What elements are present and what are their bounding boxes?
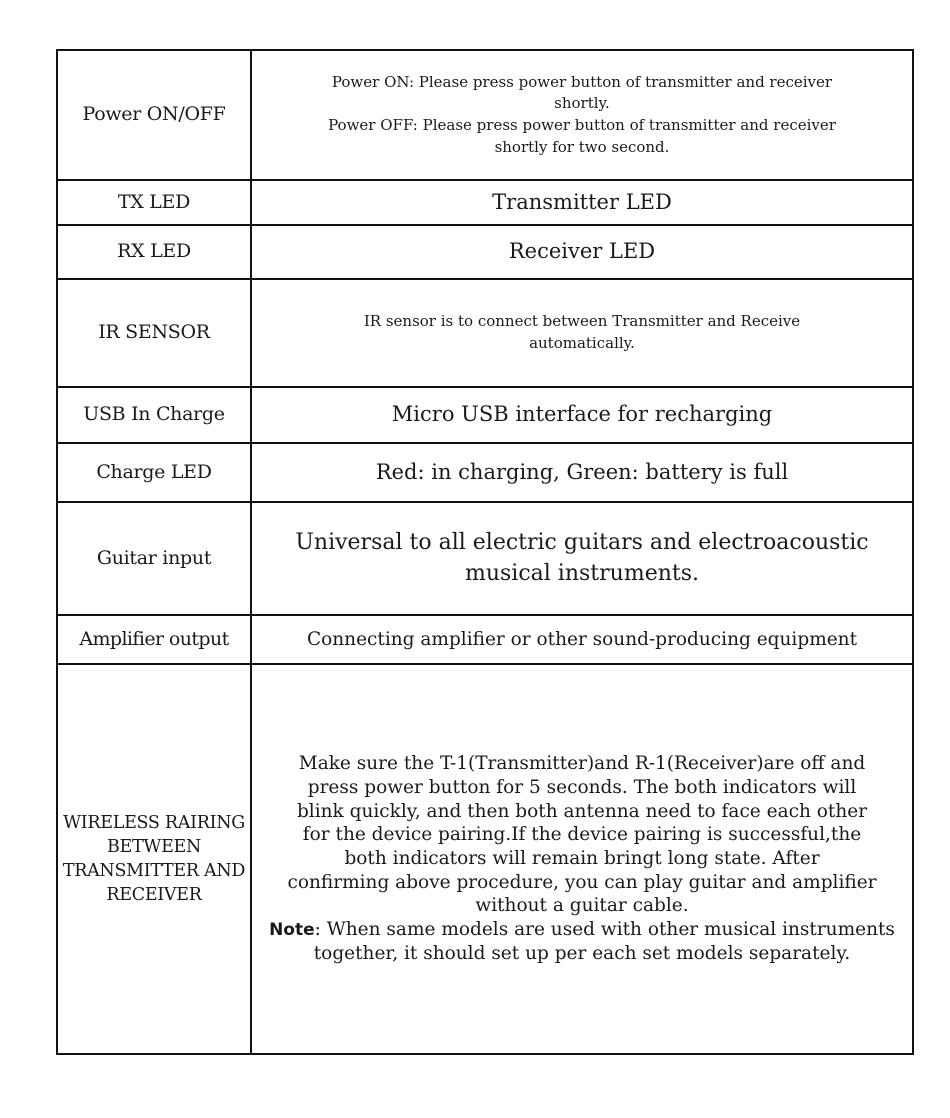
table-row bbox=[57, 180, 913, 225]
table-row bbox=[57, 502, 913, 615]
row-desc-rx-led: Receiver LED bbox=[251, 225, 913, 279]
desc-line: automatically. bbox=[529, 334, 635, 352]
row-label-wireless-pairing bbox=[57, 664, 251, 1054]
row-desc-tx-led: Transmitter LED bbox=[251, 180, 913, 225]
row-label-amplifier-output: Amplifier output bbox=[57, 615, 251, 664]
note-label: Note bbox=[269, 920, 315, 941]
note-line bbox=[254, 918, 910, 942]
row-label-tx-led: TX LED bbox=[57, 180, 251, 225]
desc-line: shortly for two second. bbox=[494, 137, 670, 156]
row-desc-ir-sensor bbox=[251, 279, 913, 387]
row-label-power: Power ON/OFF bbox=[57, 50, 251, 180]
row-label-charge-led: Charge LED bbox=[57, 443, 251, 502]
row-label-ir-sensor: IR SENSOR bbox=[57, 279, 251, 387]
desc-line: Universal to all electric guitars and electroacoustic bbox=[295, 530, 869, 556]
row-desc-wireless-pairing bbox=[251, 664, 913, 1054]
desc-line: Power OFF: Please press power button of transmitter and receiver bbox=[328, 116, 836, 134]
table-row bbox=[57, 615, 913, 664]
label-line: TRANSMITTER AND bbox=[62, 861, 246, 881]
desc-line: without a guitar cable. bbox=[475, 895, 689, 917]
desc-line: Power ON: Please press power button of transmitter and receiver bbox=[331, 72, 833, 91]
row-desc-amplifier-output: Connecting amplifier or other sound-producing equipment bbox=[251, 615, 913, 664]
note-text: : When same models are used with other musical instruments bbox=[314, 919, 895, 941]
row-desc-usb-in-charge: Micro USB interface for recharging bbox=[251, 387, 913, 443]
table-row bbox=[57, 279, 913, 387]
desc-line: IR sensor is to connect between Transmitter and Receive bbox=[363, 312, 801, 331]
row-label-rx-led: RX LED bbox=[57, 225, 251, 279]
row-desc-charge-led: Red: in charging, Green: battery is full bbox=[251, 443, 913, 502]
label-line: RECEIVER bbox=[106, 885, 202, 906]
note-line: together, it should set up per each set models separately. bbox=[313, 942, 851, 964]
desc-line: for the device pairing.If the device pairing is successful,the bbox=[302, 824, 862, 846]
desc-line: shortly. bbox=[554, 94, 610, 113]
desc-line: musical instruments. bbox=[464, 560, 700, 586]
desc-line: blink quickly, and then both antenna need to face each other bbox=[296, 800, 868, 822]
table-row bbox=[57, 443, 913, 502]
table-row bbox=[57, 225, 913, 279]
table-row bbox=[57, 387, 913, 443]
row-desc-guitar-input bbox=[251, 502, 913, 615]
row-label-usb-in-charge: USB In Charge bbox=[57, 387, 251, 443]
label-line: WIRELESS RAIRING bbox=[63, 812, 245, 833]
desc-line: both indicators will remain bringt long state. After bbox=[344, 848, 820, 870]
desc-line: Make sure the T-1(Transmitter)and R-1(Receiver)are off and bbox=[298, 753, 866, 775]
row-label-guitar-input: Guitar input bbox=[57, 502, 251, 615]
label-line: BETWEEN bbox=[106, 836, 202, 857]
desc-line: confirming above procedure, you can play guitar and amplifier bbox=[287, 871, 877, 893]
table-row bbox=[57, 50, 913, 180]
spec-table bbox=[56, 49, 914, 1055]
desc-line: press power button for 5 seconds. The both indicators will bbox=[307, 777, 857, 799]
row-desc-power bbox=[251, 50, 913, 180]
table-row bbox=[57, 664, 913, 1054]
